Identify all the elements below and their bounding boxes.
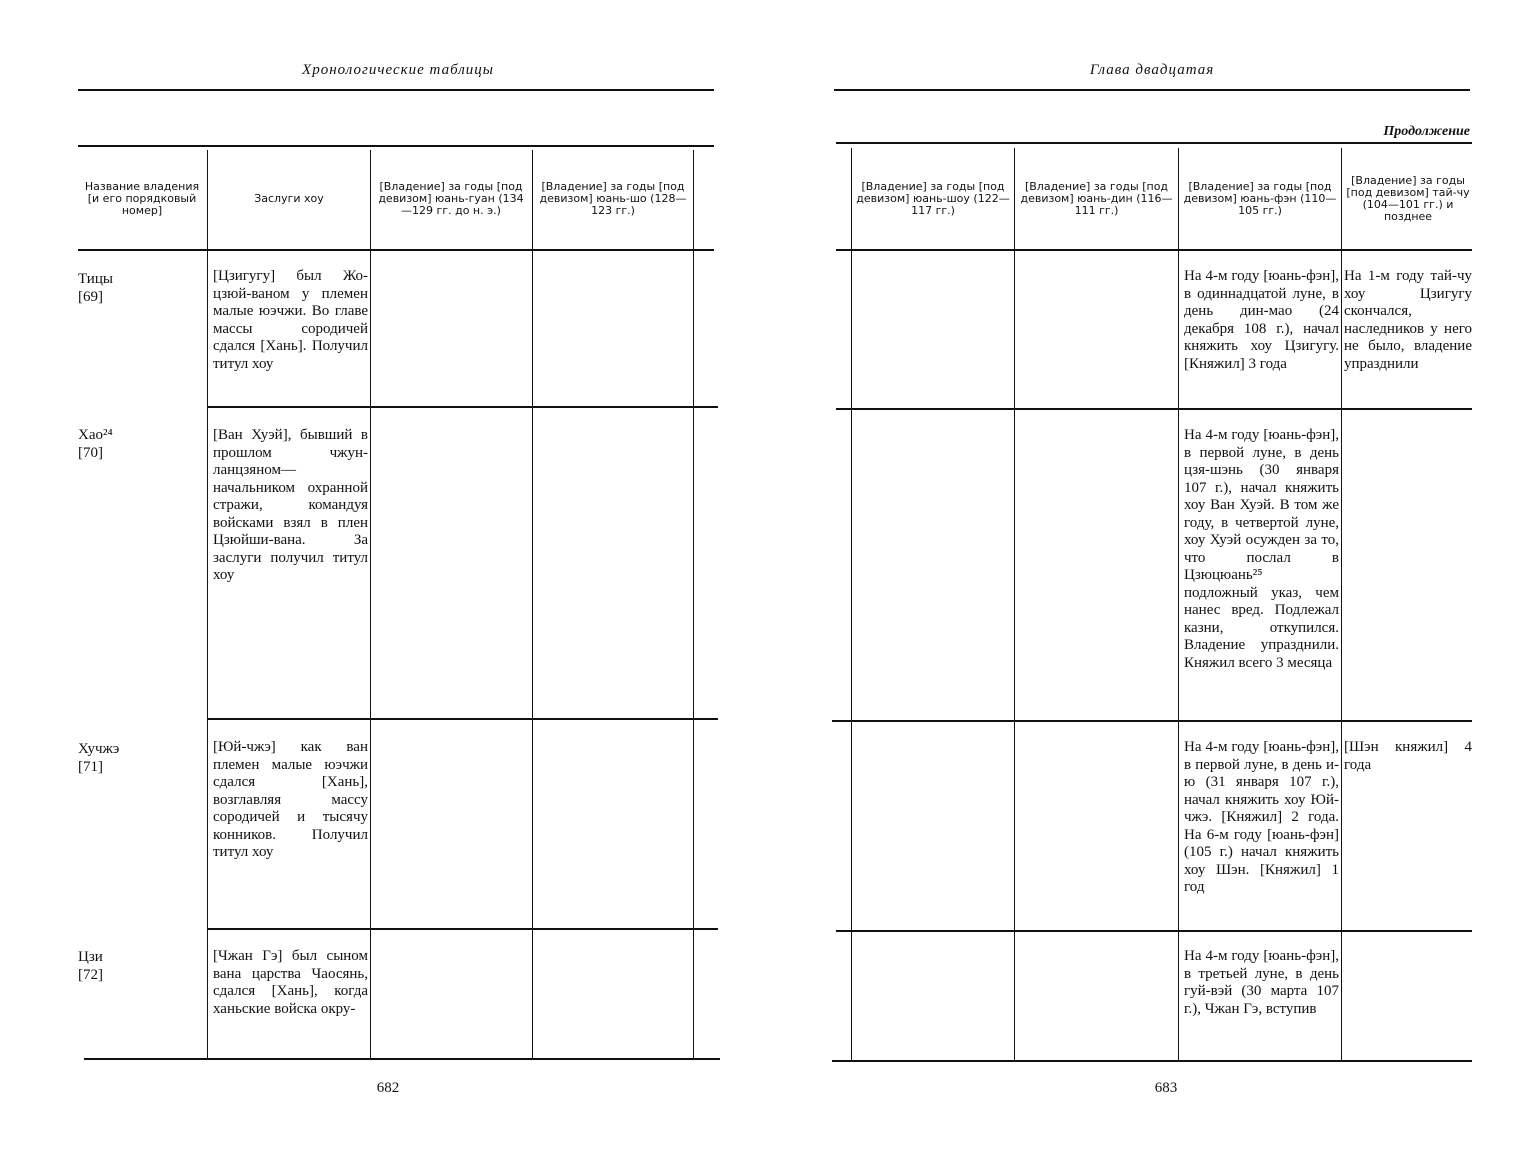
page-number: 683 [1154, 1080, 1178, 1096]
header-yuanguang: [Владение] за годы [под девизом] юань-гуан (134—129 гг. до н. э.) [378, 180, 524, 217]
row-divider [208, 928, 718, 930]
taichu-cell [1344, 948, 1472, 1056]
merit-cell: [Юй-чжэ] как ван племен малые юэчжи сдался [Хань], возглавляя массу сородичей и тысячу конников. Получил титул хоу [213, 739, 368, 860]
header-bottom-rule [78, 249, 714, 251]
domain-number: [70] [78, 445, 103, 461]
page-number: 682 [376, 1080, 400, 1096]
row-divider [836, 408, 1472, 410]
header-yuanshou: [Владение] за годы [под девизом] юань-шоу (122—117 гг.) [856, 180, 1010, 217]
merit-cell: [Цзигугу] был Жо-цзюй-ваном у племен малые юэчжи. Во главе массы сородичей сдался [Хань]. Получил титул хоу [213, 268, 368, 372]
running-head: Хронологические таблицы [302, 62, 494, 78]
domain-number: [71] [78, 759, 103, 775]
yuanfeng-cell: На 4-м году [юань-фэн], в первой луне, в день цзя-шэнь (30 января 107 г.), начал княжить хоу Ван Хуэй. В том же году, в четвертой луне, хоу Хуэй осужден за то, что послал в Цзюцюань²⁵ подложный указ, чем нанес вред. Подлежал казни, откупился. Владение упразднили. Княжил всего 3 месяца [1184, 427, 1339, 671]
head-rule [834, 89, 1470, 91]
column-divider [693, 150, 694, 1058]
right-page [768, 0, 1536, 1156]
column-divider [1178, 148, 1179, 1060]
column-divider [370, 150, 371, 1058]
column-divider [1341, 148, 1342, 1060]
row-name [78, 948, 103, 984]
header-merit [210, 150, 368, 248]
row-name [78, 270, 113, 306]
merit-cell: [Чжан Гэ] был сыном вана царства Чаосянь, сдался [Хань], когда ханьские войска окру- [213, 948, 368, 1017]
taichu-cell [1344, 427, 1472, 717]
taichu-cell: На 1-м году тай-чу хоу Цзигугу скончался, наследников у него не было, владение упразднили [1344, 268, 1472, 372]
column-divider [532, 150, 533, 1058]
row-divider [208, 406, 718, 408]
domain-name: Цзи [78, 949, 103, 965]
yuanfeng-cell: На 4-м году [юань-фэн], в третьей луне, в день гуй-вэй (30 марта 107 г.), Чжан Гэ, вступив [1184, 948, 1339, 1017]
table-bottom-rule [84, 1058, 720, 1060]
row-divider [208, 718, 718, 720]
domain-name: Хао²⁴ [78, 427, 113, 443]
head-rule [78, 89, 714, 91]
row-name [78, 740, 119, 776]
row-divider [836, 930, 1472, 932]
table-top-rule [836, 142, 1472, 144]
yuanfeng-cell: На 4-м году [юань-фэн], в одиннадцатой луне, в день дин-мао (24 декабря 108 г.), начал княжить хоу Цзигугу. [Княжил] 3 года [1184, 268, 1339, 372]
header-yuanfeng: [Владение] за годы [под девизом] юань-фэн (110—105 гг.) [1183, 180, 1337, 217]
domain-number: [69] [78, 289, 103, 305]
domain-number: [72] [78, 967, 103, 983]
merit-cell: [Ван Хуэй], бывший в прошлом чжун-ланцзяном—начальником охранной стражи, командуя войсками взял в плен Цзюйши-вана. За заслуги получил титул хоу [213, 427, 368, 583]
row-divider [832, 720, 1472, 722]
column-divider [851, 148, 852, 1060]
header-yuanshuo: [Владение] за годы [под девизом] юань-шо (128—123 гг.) [539, 180, 687, 217]
running-head: Глава двадцатая [1089, 62, 1215, 78]
column-divider [1014, 148, 1015, 1060]
header-bottom-rule [836, 249, 1472, 251]
table-bottom-rule [832, 1060, 1472, 1062]
header-name: Название владения [и его порядковый номер] [84, 180, 200, 217]
row-name [78, 426, 113, 462]
header-taichu: [Владение] за годы [под девизом] тай-чу (104—101 гг.) и позднее [1346, 174, 1470, 223]
column-divider [207, 150, 208, 1058]
table-top-rule [78, 145, 714, 147]
yuanfeng-cell: На 4-м году [юань-фэн], в первой луне, в день и-ю (31 января 107 г.), начал княжить хоу Юй-чжэ. [Княжил] 2 года. На 6-м году [юань-фэн] (105 г.) начал княжить хоу Шэн. [Княжил] 1 год [1184, 739, 1339, 895]
domain-name: Хучжэ [78, 741, 120, 757]
header-merit-text: Заслуги хоу [254, 192, 324, 205]
domain-name: Тицы [78, 271, 113, 287]
header-yuanding: [Владение] за годы [под девизом] юань-дин (116—111 гг.) [1020, 180, 1173, 217]
taichu-cell: [Шэн княжил] 4 года [1344, 739, 1472, 773]
continuation-label: Продолжение [1383, 124, 1470, 139]
